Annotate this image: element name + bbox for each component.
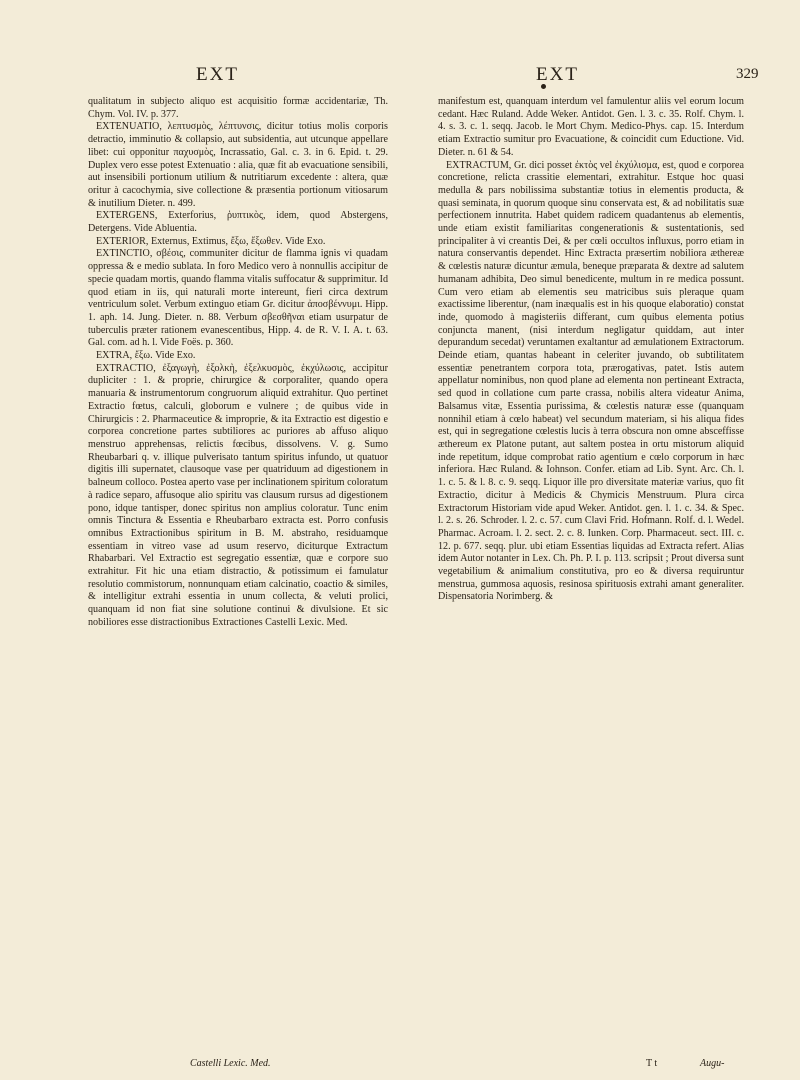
dictionary-entry-extergens: EXTERGENS, Exterforius, ῥυπτικὸς, idem, quod Abstergens, Detergens. Vide Abluentia. [88,210,388,235]
dictionary-entry-extractum: EXTRACTUM, Gr. dici posset ἐκτὸς vel ἐκχύλισμα, est, quod e corporea concretione, relicta crassitie elementari, extrahitur. Estque hoc quasi medulla & pars nobilissima substantiæ totius in elementis producta, & quasi seminata, in quorum quoque sinu conservata est, & ad nobilitatis suæ perfectionem innutrita. Habet quidem radicem quadantenus ab elementis, unde etiam existit familiaritas congenerationis & sustentationis, sed principaliter à vi creantis Dei, & per cœli occultos influxus, porro etiam in natura conservantis dependet. Hinc Extracta præsertim nobiliora æthereæ & cœlestis naturæ dicuntur æmula, beneque præparata & dextre ad salutem humanam adhibita, Deo simul benedicente, multum in re medica possunt. Cum vero etiam ab elementis seu matricibus suis pleraque quam exactissime liberentur, (nam inæqualis est in his quoque elaboratio) constat inde, quomodo à magisteriis differant, cum quibus elementa potius conjuncta manent, (nisi interdum negligatur quiddam, aut inter depurandum secedat) veruntamen exaltantur ad æmulationem Extractorum. Deinde etiam, quantas habeant in celeriter juvando, ob subtilitatem essentiæ penetrantem corpora tota, prærogativas, patet. Istis autem appellatur nominibus, non quod plane ad elementa non pertineant Extracta, sed quod in collatione cum parte crassa, nobilis altera videatur Anima, Balsamus vitæ, Essentia purissima, & cœlestis naturæ esse (quanquam nonnihil etiam à cœlo habeat) vel secundum materiam, si his aliqua fides est, qui in segregatione cœlestis lucis à terra obscura non omne absceffisse æthereum ex Platone putant, aut saltem postea in ortu mistorum aliquid inde repetitum, idque comprobat ratio agentium e cœlo corporum in hæc inferiora. Hæc Ruland. & Iohnson. Confer. etiam ad Lib. Synt. Arc. Ch. l. 1. c. 5. & l. 8. c. 9. seqq. Liquor ille pro diversitate materiæ varius, quo fit Extractio, dicitur à Medicis & Chymicis Menstruum. Plura circa Extractorum Historiam vide apud Weker. Antidot. gen. l. 1. c. 34. & Spec. l. 2. s. 26. Schroder. l. 2. c. 57. cum Clavi Frid. Hofmann. Rolf. d. l. Wedel. Pharmac. Acroam. l. 2. sect. 2. c. 8. Iunken. Corp. Pharmaceut. sect. III. c. 12. p. 677. seqq. plur. ubi etiam Essentias liquidas ad Extracta refert. Alias idem Autor notanter in Lex. Ch. Ph. P. I. p. 113. scripsit ; Prout diversa sunt vegetabilium & animalium constitutiva, pro eo & diversa requiruntur menstrua, gummosa aquosis, resinosa spirituosis extrahi amant generaliter. Dispensatoria Norimberg. & [438,159,744,603]
dictionary-entry-extenuatio: EXTENUATIO, λεπτυσμὸς, λέπτυνσις, dicitur totius molis corporis detractio, imminutio & collapsio, aut subsidentia, aut utcunque appellare libet: cui opponitur παχυσμὸς, Incrassatio, Gal. c. 3. in 6. Epid. t. 29. Duplex vero esse potest Extenuatio : alia, quæ fit ab evacuatione sensibili, aut insensibili portionum utilium & nutritiarum excedente : altera, quæ oritur à cacochymia, sive collectione & præsentia portionum vitiosarum & inutilium Dieter. n. 499. [88,121,388,209]
signature-mark: T t [646,1058,658,1069]
page-number: 329 [736,66,759,82]
dictionary-entry-extra: EXTRA, ἔξω. Vide Exo. [96,350,196,362]
left-column [88,96,388,630]
paragraph: manifestum est, quanquam interdum vel famulentur aliis vel eorum locum cedant. Hæc Ruland. Adde Weker. Antidot. Gen. l. 3. c. 35. Rolf. Chym. l. 4. s. 3. c. 1. seqq. Jacob. le Mort Chym. Medico-Phys. cap. 15. Interdum etiam Extractio sumitur pro Evacuatione, & coincidit cum Eductione. Vid. Dieter. n. 61 & 54. [438,96,744,158]
dictionary-entry-exterior: EXTERIOR, Externus, Extimus, ἔξω, ἔξωθεν. Vide Exo. [96,235,326,247]
catchword-left: Castelli Lexic. Med. [190,1058,271,1069]
running-head [0,64,800,88]
paragraph: qualitatum in subjecto aliquo est acquisitio formæ accidentariæ, Th. Chym. Vol. IV. p. 377. [88,96,388,120]
dictionary-entry-extinctio: EXTINCTIO, σβέσις, communiter dicitur de flamma ignis vi quadam oppressa & e medio sublata. In foro Medico vero à nonnullis accipitur de specie quadam mortis, quando flamma vitalis suffocatur & supprimitur. Id quod etiam in iis, qui naturali morte intereunt, fieri circa dextrum ventriculum solet. Verbum extinguo etiam Gr. dicitur ἀποσβέννυμι. Hipp. 1. aph. 14. Jung. Dieter. n. 88. Verbum σβεσθῆναι etiam usurpatur de tuberculis præter rationem evanescentibus, Hipp. 4. de R. V. I. A. t. 63. Gal. com. ad h. l. Vide Foës. p. 360. [88,248,388,349]
dictionary-entry-extractio: EXTRACTIO, ἐξαγωγὴ, ἐξολκὴ, ἐξελκυσμὸς, ἐκχύλωσις, accipitur dupliciter : 1. & proprie, chirurgice & corporaliter, quando opera manuaria & instrumentorum congruorum aliquid extrahitur. Quo pertinet Extractio fœtus, calculi, globorum e vulnere ; de quibus vide in Chirurgicis : 2. Pharmaceutice & improprie, & ita Extractio est digestio e corporea concretione partes subtiliores ac puriores ab affuso aliquo menstruo apprehensas, relictis fœcibus, dissolvens. V. g. Sumo Rheubarbari q. v. illique pulverisato tantum spiritus infundo, ut quatuor digitis illi supernatet, clausoque vase per quatriduum ad digestionem in balneum colloco. Postea aperto vase per inclinationem spiritum coloratum à radice separo, affusoque alio spiritu vas clausum rursus ad digestionem pono, idque tantisper, donec spiritus non amplius coloratur. Tunc enim omnis Tinctura & Essentia e Rheubarbaro extracta est. Porro confusis omnibus Extractionibus spiritum in B. M. abstraho, residuamque essentiam in vitreo vase ad usum reservo, diciturque Extractum Rhabarbari. Vel Extractio est segregatio essentiæ, quæ e corpore suo extrahitur. Fit hic una etiam distractio, & potissimum ei famulatur resolutio commistorum, nonnunquam etiam calcinatio, coactio & similes, & intelligitur extrahi essentia in unum collecta, & veluti prolici, quanquam id non fiat sine solutione continui & divulsione. Et sic nobiliores esse distractionibus Extractiones Castelli Lexic. Med. [88,362,388,628]
catchword-right: Augu- [700,1058,725,1069]
running-head-left: EXT [196,64,239,85]
right-column [438,96,744,604]
running-head-right: EXT [536,64,579,85]
